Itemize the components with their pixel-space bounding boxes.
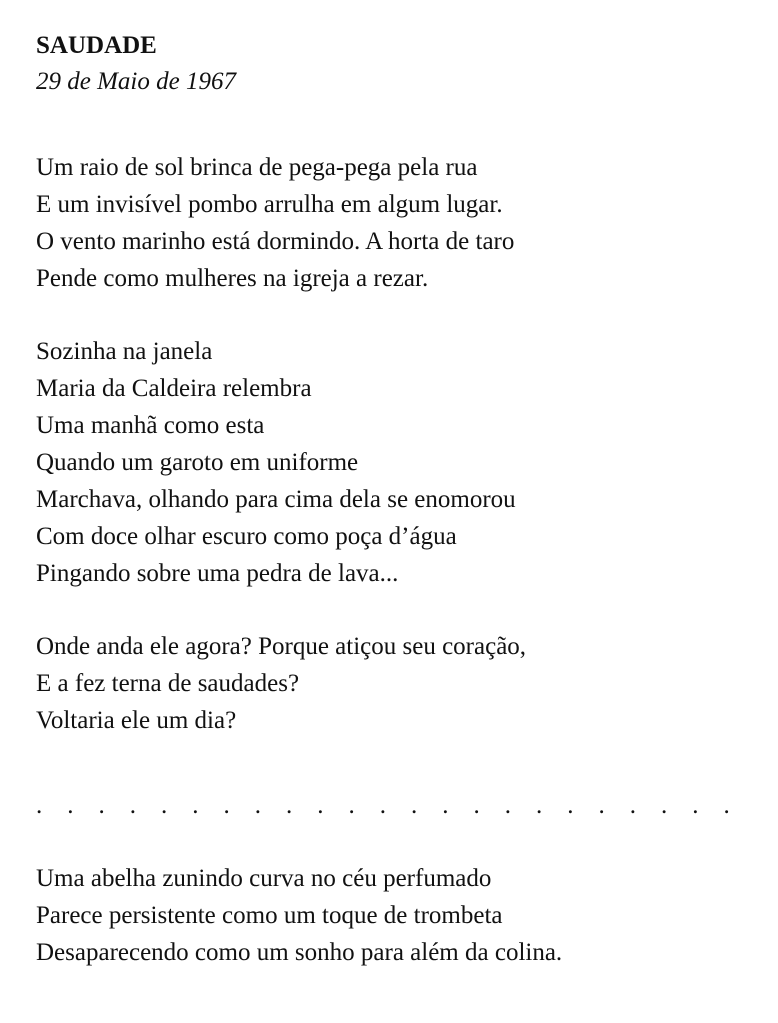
poem-line: O vento marinho está dormindo. A horta de taro xyxy=(36,228,515,255)
poem-line: Quando um garoto em uniforme xyxy=(36,449,359,476)
poem-page xyxy=(36,28,756,971)
poem-line: Parece persistente como um toque de trombeta xyxy=(36,902,503,929)
poem-title: SAUDADE xyxy=(36,32,157,59)
poem-line: Com doce olhar escuro como poça d’água xyxy=(36,523,457,550)
poem-date: 29 de Maio de 1967 xyxy=(36,68,236,95)
poem-line: Uma abelha zunindo curva no céu perfumado xyxy=(36,865,492,892)
dotted-separator: . . . . . . . . . . . . . . . . . . . . . . . xyxy=(36,792,730,819)
stanza-3 xyxy=(36,628,756,739)
poem-line: Marchava, olhando para cima dela se enomorou xyxy=(36,486,516,513)
poem-line: Pingando sobre uma pedra de lava... xyxy=(36,560,399,587)
poem-line: Desaparecendo como um sonho para além da colina. xyxy=(36,939,563,966)
poem-line: Voltaria ele um dia? xyxy=(36,707,237,734)
stanza-1 xyxy=(36,149,756,297)
poem-line: Maria da Caldeira relembra xyxy=(36,375,312,402)
poem-line: Onde anda ele agora? Porque atiçou seu coração, xyxy=(36,633,527,660)
stanza-2 xyxy=(36,333,756,592)
poem-line: Um raio de sol brinca de pega-pega pela rua xyxy=(36,154,478,181)
poem-line: Pende como mulheres na igreja a rezar. xyxy=(36,265,429,292)
poem-line: Uma manhã como esta xyxy=(36,412,265,439)
poem-line: Sozinha na janela xyxy=(36,338,213,365)
stanza-4 xyxy=(36,860,756,971)
poem-line: E um invisível pombo arrulha em algum lugar. xyxy=(36,191,503,218)
poem-line: E a fez terna de saudades? xyxy=(36,670,300,697)
